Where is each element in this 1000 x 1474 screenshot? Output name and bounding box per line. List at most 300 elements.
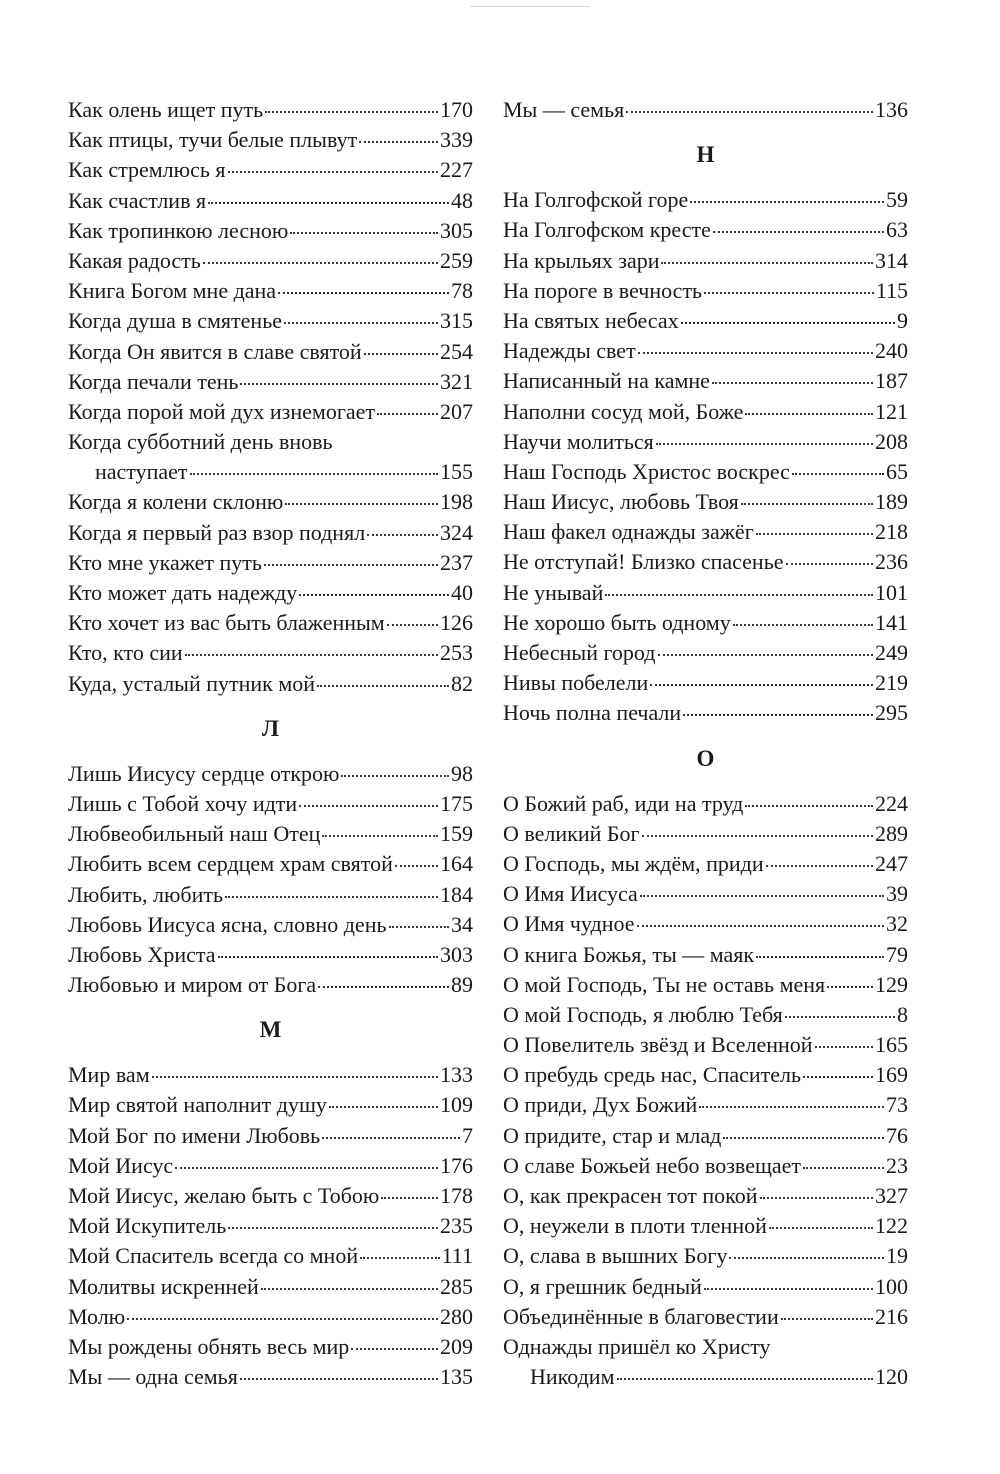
- entry-title: Как счастлив я: [68, 187, 207, 213]
- entry-title: Когда печали тень: [68, 368, 239, 394]
- index-entry: [503, 909, 908, 939]
- dot-leader: [786, 563, 874, 565]
- entry-title: Молю: [68, 1303, 126, 1329]
- index-entry: [68, 95, 473, 125]
- entry-page-number: 289: [875, 820, 908, 846]
- entry-page-number: 321: [440, 368, 473, 394]
- index-entry: [68, 880, 473, 910]
- entry-title: О, как прекрасен тот покой: [503, 1183, 758, 1208]
- entry-page-number: 247: [875, 850, 908, 876]
- dot-leader: [228, 171, 438, 173]
- index-entry: [503, 1060, 908, 1090]
- entry-page-number: 79: [886, 941, 908, 967]
- index-entry: [68, 1241, 473, 1271]
- dot-leader: [681, 322, 895, 324]
- entry-page-number: 159: [440, 821, 473, 847]
- entry-title: Как олень ищет путь: [68, 97, 264, 122]
- entry-page-number: 178: [440, 1183, 473, 1208]
- dot-leader: [827, 986, 873, 988]
- index-entry: [68, 427, 473, 487]
- dot-leader: [637, 925, 885, 927]
- entry-page-number: 253: [440, 640, 473, 666]
- entry-page-number: 73: [886, 1092, 908, 1118]
- dot-leader: [322, 835, 438, 837]
- dot-leader: [351, 1348, 438, 1350]
- index-entry: [68, 849, 473, 879]
- entry-page-number: 295: [875, 700, 908, 726]
- entry-title: Наш Господь Христос воскрес: [503, 458, 790, 484]
- dot-leader: [690, 201, 884, 203]
- entry-title: На Голгофской горе: [503, 187, 689, 213]
- index-entry: [503, 608, 908, 638]
- index-entry: [503, 185, 908, 215]
- entry-title: Ночь полна печали: [503, 700, 682, 726]
- index-entry: [503, 547, 908, 577]
- index-entry: [68, 367, 473, 397]
- index-entry: [503, 698, 908, 728]
- entry-page-number: 339: [440, 127, 473, 153]
- dot-leader: [704, 292, 874, 294]
- dot-leader: [299, 805, 438, 807]
- index-entry: [68, 1332, 473, 1362]
- entry-page-number: 19: [886, 1243, 908, 1269]
- dot-leader: [640, 895, 884, 897]
- entry-page-number: 122: [875, 1213, 908, 1239]
- entry-title: Кто может дать надежду: [68, 580, 298, 605]
- index-entry: [68, 1302, 473, 1332]
- entry-title: Мой Иисус, желаю быть с Тобою: [68, 1183, 380, 1208]
- entry-title: О Божий раб, иди на труд: [503, 790, 744, 816]
- index-entry: [68, 1121, 473, 1151]
- dot-leader: [745, 413, 873, 415]
- entry-title: Кто мне укажет путь: [68, 549, 262, 575]
- index-entry: [503, 306, 908, 336]
- index-entry: [68, 1151, 473, 1181]
- entry-title: Любовь Иисуса ясна, словно день: [68, 911, 387, 937]
- index-entry: [68, 487, 473, 517]
- dot-leader: [381, 1197, 438, 1199]
- entry-page-number: 115: [875, 277, 908, 303]
- index-entry: [68, 910, 473, 940]
- index-entry: [503, 1302, 908, 1332]
- entry-page-number: 48: [451, 187, 473, 213]
- entry-title: Когда я первый раз взор поднял: [68, 519, 366, 545]
- entry-page-number: 9: [897, 307, 908, 333]
- dot-leader: [704, 1288, 873, 1290]
- dot-leader: [713, 231, 884, 233]
- entry-page-number: 40: [451, 580, 473, 605]
- entry-title: Мой Бог по имени Любовь: [68, 1122, 321, 1148]
- entry-title: О мой Господь, я люблю Тебя: [503, 1001, 783, 1027]
- index-entry: [503, 1272, 908, 1302]
- entry-title: Когда порой мой дух изнемогает: [68, 398, 375, 424]
- entry-page-number: 39: [886, 881, 908, 907]
- dot-leader: [395, 865, 438, 867]
- dot-leader: [815, 1046, 873, 1048]
- index-entry: [503, 940, 908, 970]
- index-entry: [68, 276, 473, 306]
- index-entry: [503, 638, 908, 668]
- index-entry: [68, 186, 473, 216]
- entry-page-number: 259: [440, 247, 473, 273]
- dot-leader: [785, 1016, 895, 1018]
- dot-leader: [225, 896, 438, 898]
- right-column: [503, 95, 908, 1392]
- index-entry: [68, 155, 473, 185]
- index-entry: [503, 1241, 908, 1271]
- entry-title: Наш Иисус, любовь Твоя: [503, 489, 739, 515]
- dot-leader: [218, 956, 438, 958]
- entry-page-number: 237: [440, 549, 473, 575]
- dot-leader: [175, 1167, 438, 1169]
- dot-leader: [364, 353, 438, 355]
- dot-leader: [190, 473, 438, 475]
- entry-page-number: 184: [440, 881, 473, 907]
- index-entry: [68, 125, 473, 155]
- index-entry: [68, 1272, 473, 1302]
- dot-leader: [389, 926, 450, 928]
- dot-leader: [360, 1257, 440, 1259]
- entry-page-number: 176: [440, 1152, 473, 1178]
- entry-title: Книга Богом мне дана: [68, 278, 277, 304]
- entry-page-number: 63: [886, 217, 908, 243]
- entry-title: Любить всем сердцем храм святой: [68, 851, 393, 877]
- index-entry: [503, 215, 908, 245]
- entry-page-number: 249: [875, 640, 908, 665]
- index-entry: [68, 1090, 473, 1120]
- dot-leader: [278, 292, 449, 294]
- entry-page-number: 111: [441, 1243, 473, 1269]
- index-entry: [503, 1332, 908, 1392]
- dot-leader: [781, 1318, 873, 1320]
- index-entry: [503, 1151, 908, 1181]
- index-entry: [68, 1211, 473, 1241]
- index-entry: [503, 336, 908, 366]
- entry-page-number: 136: [875, 97, 908, 122]
- entry-page-number: 141: [875, 609, 908, 635]
- entry-title: Как тропинкою лесною: [68, 217, 289, 243]
- entry-title: Когда душа в смятенье: [68, 308, 283, 334]
- entry-title: Как птицы, тучи белые плывут: [68, 127, 358, 153]
- entry-page-number: 219: [875, 670, 908, 696]
- index-entry: [68, 789, 473, 819]
- entry-title: О книга Божья, ты — маяк: [503, 941, 755, 967]
- dot-leader: [290, 232, 438, 234]
- entry-title: На святых небесах: [503, 307, 679, 333]
- entry-title: Не хорошо быть одному: [503, 609, 731, 635]
- dot-leader: [803, 1076, 873, 1078]
- entry-page-number: 155: [440, 459, 473, 485]
- index-entry: [68, 397, 473, 427]
- dot-leader: [228, 1227, 438, 1229]
- entry-page-number: 280: [440, 1303, 473, 1329]
- dot-leader: [203, 262, 438, 264]
- index-entry: [503, 1000, 908, 1030]
- entry-title: Мы — семья: [503, 97, 625, 122]
- index-entry: [68, 1060, 473, 1090]
- entry-page-number: 34: [451, 911, 473, 937]
- entry-title: Когда субботний день вновь: [68, 429, 333, 455]
- index-entry: [68, 306, 473, 336]
- entry-title: Не унывай: [503, 579, 604, 605]
- entry-title: Кто, кто сии: [68, 640, 183, 666]
- dot-leader: [683, 714, 873, 716]
- index-entry: [503, 246, 908, 276]
- index-entry: [68, 669, 473, 699]
- entry-title: Мы — одна семья: [68, 1364, 238, 1390]
- dot-leader: [661, 262, 873, 264]
- entry-page-number: 169: [875, 1062, 908, 1088]
- index-entry: [68, 216, 473, 246]
- entry-title: Наш факел однажды зажёг: [503, 519, 754, 545]
- dot-leader: [650, 684, 873, 686]
- entry-page-number: 121: [875, 398, 908, 424]
- entry-page-number: 198: [440, 489, 473, 515]
- entry-page-number: 170: [440, 97, 473, 122]
- entry-title: Научи молиться: [503, 428, 654, 454]
- dot-leader: [265, 111, 438, 113]
- entry-title: О великий Бог: [503, 820, 640, 846]
- index-entry: [68, 246, 473, 276]
- entry-page-number: 314: [875, 247, 908, 273]
- entry-title: Однажды пришёл ко Христу: [503, 1333, 771, 1359]
- entry-page-number: 65: [886, 458, 908, 484]
- entry-page-number: 82: [451, 670, 473, 696]
- dot-leader: [387, 624, 438, 626]
- entry-page-number: 165: [875, 1032, 908, 1058]
- entry-title: Мой Спаситель всегда со мной: [68, 1243, 359, 1269]
- index-entry: [503, 668, 908, 698]
- entry-title: Молитвы искренней: [68, 1273, 259, 1299]
- entry-page-number: 120: [875, 1364, 908, 1390]
- entry-title: Кто хочет из вас быть блаженным: [68, 610, 385, 636]
- dot-leader: [605, 594, 873, 596]
- entry-page-number: 129: [875, 971, 908, 997]
- entry-title: Нивы побелели: [503, 670, 649, 696]
- dot-leader: [733, 624, 873, 626]
- dot-leader: [322, 1137, 460, 1139]
- entry-page-number: 133: [440, 1062, 473, 1088]
- index-entry: [503, 819, 908, 849]
- entry-continuation-line: [503, 1362, 908, 1392]
- dot-leader: [285, 503, 438, 505]
- index-entry: [68, 608, 473, 638]
- entry-title: Куда, усталый путник мой: [68, 670, 316, 696]
- dot-leader: [284, 322, 438, 324]
- entry-page-number: 254: [440, 338, 473, 364]
- entry-title: О Повелитель звёзд и Вселенной: [503, 1032, 813, 1058]
- entry-title: Любвеобильный наш Отец: [68, 821, 321, 847]
- index-entry: [503, 487, 908, 517]
- entry-title: О, слава в вышних Богу: [503, 1243, 728, 1269]
- dot-leader: [658, 654, 874, 656]
- entry-page-number: 189: [875, 489, 908, 515]
- entry-title: Наполни сосуд мой, Боже: [503, 398, 744, 424]
- section-letter: Н: [696, 142, 715, 168]
- dot-leader: [769, 1227, 873, 1229]
- index-entry: [503, 1030, 908, 1060]
- index-entry: [503, 1090, 908, 1120]
- entry-title: О мой Господь, Ты не оставь меня: [503, 971, 826, 997]
- dot-leader: [377, 413, 438, 415]
- dot-leader: [208, 202, 449, 204]
- index-entry: [503, 366, 908, 396]
- dot-leader: [261, 1288, 438, 1290]
- entry-page-number: 218: [875, 519, 908, 545]
- entry-continuation-line: [68, 457, 473, 487]
- index-entry: [503, 397, 908, 427]
- entry-title: О Господь, мы ждём, приди: [503, 850, 764, 876]
- dot-leader: [656, 443, 873, 445]
- index-entry: [503, 276, 908, 306]
- entry-page-number: 227: [440, 157, 473, 183]
- page-top-mark: [470, 0, 590, 7]
- entry-title: Написанный на камне: [503, 368, 710, 394]
- index-entry: [68, 759, 473, 789]
- section-letter: О: [696, 745, 715, 771]
- entry-title: Мир вам: [68, 1062, 150, 1088]
- entry-title: Лишь Иисусу сердце открою: [68, 760, 340, 786]
- index-entry: [503, 578, 908, 608]
- dot-leader: [756, 956, 884, 958]
- entry-page-number: 32: [886, 911, 908, 937]
- entry-page-number: 207: [440, 398, 473, 424]
- entry-title: Надежды свет: [503, 338, 636, 364]
- index-entry: [68, 940, 473, 970]
- entry-title: Какая радость: [68, 247, 201, 273]
- entry-title: Небесный город: [503, 640, 656, 665]
- entry-page-number: 208: [875, 428, 908, 454]
- index-entry: [503, 427, 908, 457]
- entry-title: На крыльях зари: [503, 247, 660, 273]
- entry-title: На Голгофском кресте: [503, 217, 711, 243]
- entry-title: О, неужели в плоти тленной: [503, 1213, 767, 1239]
- entry-page-number: 98: [451, 760, 473, 786]
- entry-title: Лишь с Тобой хочу идти: [68, 790, 298, 816]
- entry-title: Объединённые в благовестии: [503, 1303, 779, 1329]
- entry-page-number: 224: [875, 790, 908, 816]
- entry-page-number: 236: [875, 549, 908, 575]
- dot-leader: [766, 865, 873, 867]
- section-letter: М: [259, 1017, 282, 1043]
- index-entry: [503, 1121, 908, 1151]
- entry-title: Когда я колени склоню: [68, 489, 284, 515]
- entry-page-number: 78: [451, 278, 473, 304]
- entry-title: Любить, любить: [68, 881, 223, 907]
- left-column: [68, 95, 473, 1392]
- entry-page-number: 235: [440, 1213, 473, 1239]
- index-entry: [68, 1181, 473, 1211]
- index-entry: [503, 849, 908, 879]
- index-entry: [503, 970, 908, 1000]
- index-entry: [68, 518, 473, 548]
- dot-leader: [745, 805, 873, 807]
- index-entry: [68, 638, 473, 668]
- dot-leader: [240, 1378, 438, 1380]
- entry-title: О славе Божьей небо возвещает: [503, 1152, 802, 1178]
- dot-leader: [367, 534, 438, 536]
- entry-page-number: 305: [440, 217, 473, 243]
- entry-page-number: 101: [875, 579, 908, 605]
- index-entry: [503, 1211, 908, 1241]
- entry-page-number: 175: [440, 790, 473, 816]
- index-entry: [503, 95, 908, 125]
- entry-title: О, я грешник бедный: [503, 1273, 702, 1299]
- entry-page-number: 303: [440, 941, 473, 967]
- entry-title: Любовь Христа: [68, 941, 216, 967]
- entry-page-number: 315: [440, 308, 473, 334]
- dot-leader: [803, 1167, 884, 1169]
- entry-title: Как стремлюсь я: [68, 157, 226, 183]
- entry-title: О приди, Дух Божий: [503, 1092, 698, 1118]
- entry-title: Мир святой наполнит душу: [68, 1092, 327, 1118]
- entry-page-number: 324: [440, 519, 473, 545]
- entry-title: Мой Иисус: [68, 1152, 174, 1178]
- entry-page-number: 59: [886, 187, 908, 213]
- dot-leader: [185, 654, 438, 656]
- dot-leader: [240, 383, 438, 385]
- entry-page-number: 100: [875, 1273, 908, 1299]
- entry-page-number: 285: [440, 1273, 473, 1299]
- dot-leader: [792, 473, 884, 475]
- entry-page-number: 164: [440, 851, 473, 877]
- entry-page-number: 23: [886, 1152, 908, 1178]
- entry-page-number: 327: [875, 1183, 908, 1208]
- entry-page-number: 89: [451, 972, 473, 998]
- index-entry: [503, 1181, 908, 1211]
- dot-leader: [299, 594, 449, 596]
- entry-page-number: 240: [875, 338, 908, 364]
- dot-leader: [626, 111, 873, 113]
- entry-title: О пребудь средь нас, Спаситель: [503, 1062, 802, 1088]
- index-entry: [503, 879, 908, 909]
- entry-title: Не отступай! Близко спасенье: [503, 549, 784, 575]
- index-entry: [503, 457, 908, 487]
- dot-leader: [359, 141, 438, 143]
- entry-page-number: 76: [886, 1122, 908, 1148]
- index-entry: [503, 517, 908, 547]
- dot-leader: [318, 986, 449, 988]
- entry-title: Когда Он явится в славе святой: [68, 338, 362, 364]
- index-entry: [68, 1362, 473, 1392]
- dot-leader: [152, 1076, 438, 1078]
- dot-leader: [642, 835, 873, 837]
- dot-leader: [723, 1137, 884, 1139]
- entry-page-number: 135: [440, 1364, 473, 1390]
- dot-leader: [329, 1106, 438, 1108]
- dot-leader: [712, 382, 873, 384]
- entry-title: Любовью и миром от Бога: [68, 972, 317, 998]
- dot-leader: [127, 1318, 438, 1320]
- entry-title: На пороге в вечность: [503, 277, 703, 303]
- dot-leader: [317, 685, 449, 687]
- entry-title: О придите, стар и млад: [503, 1122, 722, 1148]
- entry-page-number: 8: [897, 1001, 908, 1027]
- dot-leader: [729, 1257, 884, 1259]
- entry-page-number: 216: [875, 1303, 908, 1329]
- index-entry: [68, 578, 473, 608]
- index-entry: [503, 789, 908, 819]
- entry-title: О Имя Иисуса: [503, 881, 638, 907]
- index-entry: [68, 819, 473, 849]
- entry-page-number: 209: [440, 1333, 473, 1359]
- dot-leader: [699, 1106, 884, 1108]
- entry-page-number: 187: [875, 368, 908, 394]
- index-entry: [68, 970, 473, 1000]
- entry-title: О Имя чудное: [503, 911, 635, 937]
- entry-title-continuation: Никодим: [530, 1364, 615, 1390]
- entry-page-number: 126: [440, 610, 473, 636]
